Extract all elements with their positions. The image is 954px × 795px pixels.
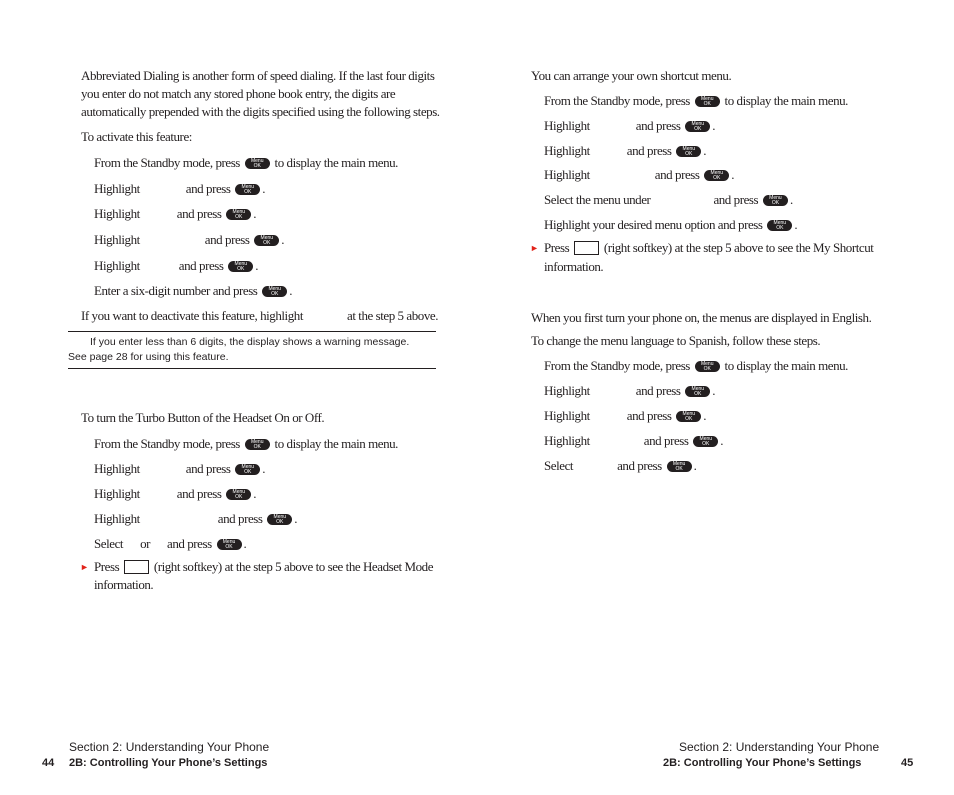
shortcut-step-1 [544, 92, 848, 110]
step-text: . [731, 167, 735, 182]
page-45 [477, 0, 954, 795]
menu-ok-key-icon [267, 514, 292, 525]
menu-ok-key-icon [676, 411, 701, 422]
menu-key-bottom-label: OK [675, 465, 683, 472]
menu-ok-key-icon [693, 436, 718, 447]
step-text: Highlight [544, 433, 590, 448]
step-text: . [253, 206, 257, 221]
step-text: . [289, 283, 293, 298]
note-line-2: See page 28 for using this feature. [68, 351, 229, 363]
step-text: and press [185, 181, 231, 196]
headset-step-1 [94, 435, 398, 453]
step-text: . [703, 408, 707, 423]
menu-key-bottom-label: OK [244, 188, 252, 195]
body-text: at the step 5 above. [347, 308, 438, 323]
language-step-3 [544, 407, 706, 425]
abbrev-intro-line-3: automatically prepended with the digits specified using the following steps. [81, 104, 440, 119]
shortcut-step-5 [544, 191, 793, 209]
menu-key-top-label: Menu [672, 460, 686, 467]
menu-key-bottom-label: OK [685, 150, 693, 157]
abbrev-deactivate [81, 307, 438, 325]
menu-ok-key-icon [685, 121, 710, 132]
step-text: and press [617, 458, 662, 473]
menu-key-bottom-label: OK [235, 493, 243, 500]
menu-key-bottom-label: OK [694, 390, 702, 397]
menu-key-top-label: Menu [699, 435, 713, 442]
step-text: . [794, 217, 798, 232]
menu-key-top-label: Menu [682, 145, 696, 152]
menu-key-top-label: Menu [232, 488, 246, 495]
abbrev-step-4 [94, 231, 284, 249]
menu-key-top-label: Menu [241, 463, 255, 470]
menu-ok-key-icon [695, 96, 720, 107]
footer-section-title: Section 2: Understanding Your Phone [69, 740, 270, 754]
step-text: Highlight [544, 383, 590, 398]
step-text: . [703, 143, 707, 158]
footer-chapter-title: 2B: Controlling Your Phone’s Settings [663, 757, 862, 769]
menu-ok-key-icon [262, 286, 287, 297]
step-text: and press [185, 461, 231, 476]
step-text: and press [176, 206, 222, 221]
menu-ok-key-icon [245, 158, 270, 169]
step-text: . [720, 433, 724, 448]
step-text: Select the menu under [544, 192, 651, 207]
step-text: . [281, 232, 285, 247]
language-step-1 [544, 357, 848, 375]
menu-ok-key-icon [226, 489, 251, 500]
menu-key-top-label: Menu [273, 513, 287, 520]
menu-key-top-label: Menu [691, 385, 705, 392]
headset-step-4 [94, 510, 297, 528]
headset-tip-line-2: information. [94, 577, 154, 592]
step-text: Highlight [544, 408, 590, 423]
language-step-5 [544, 457, 696, 475]
headset-step-3 [94, 485, 256, 503]
menu-key-top-label: Menu [250, 438, 264, 445]
right-softkey-icon [574, 241, 599, 255]
menu-key-top-label: Menu [241, 183, 255, 190]
step-text: . [712, 118, 716, 133]
step-text: Highlight [94, 181, 140, 196]
step-text: Select [544, 458, 574, 473]
step-text: . [255, 258, 259, 273]
menu-ok-key-icon [226, 209, 251, 220]
menu-key-bottom-label: OK [225, 543, 233, 550]
step-text: Highlight [94, 511, 140, 526]
shortcut-tip [544, 239, 873, 257]
step-text: to display the main menu. [274, 436, 398, 451]
triangle-right-icon: ► [80, 562, 89, 572]
step-text: Select [94, 536, 124, 551]
menu-key-bottom-label: OK [276, 518, 284, 525]
menu-key-top-label: Menu [773, 219, 787, 226]
step-text: . [253, 486, 257, 501]
abbrev-step-6 [94, 282, 292, 300]
menu-key-top-label: Menu [691, 120, 705, 127]
menu-ok-key-icon [704, 170, 729, 181]
menu-ok-key-icon [767, 220, 792, 231]
abbrev-step-5 [94, 257, 258, 275]
step-text: Highlight [94, 461, 140, 476]
step-text: and press [176, 486, 222, 501]
menu-key-bottom-label: OK [776, 224, 784, 231]
menu-key-bottom-label: OK [694, 125, 702, 132]
page-number: 44 [42, 757, 55, 769]
menu-ok-key-icon [217, 539, 242, 550]
menu-key-top-label: Menu [222, 538, 236, 545]
menu-key-bottom-label: OK [703, 365, 711, 372]
language-step-2 [544, 382, 715, 400]
step-text: From the Standby mode, press [94, 155, 240, 170]
menu-key-top-label: Menu [710, 169, 724, 176]
language-step-4 [544, 432, 723, 450]
headset-tip [94, 558, 433, 576]
menu-key-bottom-label: OK [237, 265, 245, 272]
step-text: From the Standby mode, press [544, 358, 690, 373]
headset-step-2 [94, 460, 265, 478]
step-text: to display the main menu. [724, 93, 848, 108]
footer-section-title: Section 2: Understanding Your Phone [679, 740, 880, 754]
menu-key-top-label: Menu [250, 157, 264, 164]
menu-key-bottom-label: OK [263, 239, 271, 246]
step-text: and press [713, 192, 759, 207]
step-text: Highlight [94, 232, 140, 247]
menu-key-top-label: Menu [700, 360, 714, 367]
menu-key-bottom-label: OK [235, 213, 243, 220]
language-intro-1: When you first turn your phone on, the menus are displayed in English. [531, 310, 872, 325]
shortcut-tip-line-2: information. [544, 259, 604, 274]
menu-ok-key-icon [254, 235, 279, 246]
tip-text: Press [544, 240, 570, 255]
triangle-right-icon: ► [530, 243, 539, 253]
step-text: . [789, 192, 793, 207]
step-text: . [693, 458, 697, 473]
menu-ok-key-icon [676, 146, 701, 157]
step-text: and press [635, 118, 681, 133]
step-text: . [262, 181, 266, 196]
step-text: . [294, 511, 298, 526]
body-text: If you want to deactivate this feature, highlight [81, 308, 303, 323]
note-line-1: If you enter less than 6 digits, the display shows a warning message. [90, 336, 410, 348]
menu-key-top-label: Menu [769, 194, 782, 201]
menu-key-top-label: Menu [232, 208, 246, 215]
headset-intro: To turn the Turbo Button of the Headset On or Off. [81, 410, 325, 425]
step-text: and press [178, 258, 224, 273]
step-text: . [243, 536, 247, 551]
step-text: . [712, 383, 716, 398]
shortcut-step-6 [544, 216, 797, 234]
menu-key-bottom-label: OK [253, 443, 261, 450]
step-text: to display the main menu. [724, 358, 848, 373]
abbrev-activate-label: To activate this feature: [81, 129, 192, 144]
shortcut-intro: You can arrange your own shortcut menu. [531, 68, 732, 83]
page-number: 45 [901, 757, 914, 769]
abbrev-step-1 [94, 154, 398, 172]
shortcut-step-2 [544, 117, 715, 135]
step-text: and press [643, 433, 689, 448]
menu-ok-key-icon [235, 184, 260, 195]
menu-key-bottom-label: OK [713, 174, 721, 181]
step-text: or [140, 536, 151, 551]
tip-text: (right softkey) at the step 5 above to see the Headset Mode [153, 559, 434, 574]
menu-key-top-label: Menu [260, 234, 274, 241]
step-text: and press [635, 383, 681, 398]
step-text: Highlight [544, 143, 590, 158]
menu-key-bottom-label: OK [253, 162, 261, 169]
abbrev-intro-line-2: you enter do not match any stored phone book entry, the digits are [81, 86, 396, 101]
menu-key-top-label: Menu [234, 260, 248, 267]
abbrev-intro-line-1: Abbreviated Dialing is another form of speed dialing. If the last four digits [81, 68, 435, 83]
step-text: and press [167, 536, 212, 551]
step-text: and press [204, 232, 250, 247]
abbrev-step-3 [94, 205, 256, 223]
footer-chapter-title: 2B: Controlling Your Phone’s Settings [69, 757, 268, 769]
abbrev-step-2 [94, 180, 265, 198]
step-text: and press [626, 408, 672, 423]
menu-ok-key-icon [235, 464, 260, 475]
menu-key-top-label: Menu [700, 95, 714, 102]
menu-ok-key-icon [228, 261, 253, 272]
shortcut-step-3 [544, 142, 706, 160]
menu-ok-key-icon [695, 361, 720, 372]
step-text: Highlight [544, 167, 590, 182]
step-text: and press [217, 511, 263, 526]
tip-text: Press [94, 559, 120, 574]
tip-text: (right softkey) at the step 5 above to see the My Shortcut [603, 240, 874, 255]
step-text: and press [654, 167, 700, 182]
step-text: From the Standby mode, press [544, 93, 690, 108]
menu-ok-key-icon [245, 439, 270, 450]
menu-ok-key-icon [763, 195, 788, 206]
step-text: Enter a six-digit number and press [94, 283, 258, 298]
step-text: and press [626, 143, 672, 158]
step-text: Highlight your desired menu option and press [544, 217, 763, 232]
menu-key-bottom-label: OK [271, 290, 279, 297]
headset-step-5 [94, 535, 246, 553]
language-intro-2: To change the menu language to Spanish, follow these steps. [531, 333, 821, 348]
menu-key-top-label: Menu [268, 285, 281, 292]
menu-ok-key-icon [667, 461, 692, 472]
abbrev-note [68, 331, 436, 369]
menu-ok-key-icon [685, 386, 710, 397]
right-softkey-icon [124, 560, 149, 574]
menu-key-bottom-label: OK [244, 468, 252, 475]
menu-key-top-label: Menu [682, 410, 696, 417]
menu-key-bottom-label: OK [703, 100, 711, 107]
menu-key-bottom-label: OK [685, 415, 693, 422]
step-text: Highlight [94, 206, 140, 221]
step-text: Highlight [94, 486, 140, 501]
menu-key-bottom-label: OK [771, 199, 780, 206]
menu-key-bottom-label: OK [702, 440, 710, 447]
step-text: to display the main menu. [274, 155, 398, 170]
step-text: . [262, 461, 266, 476]
step-text: Highlight [544, 118, 590, 133]
shortcut-step-4 [544, 166, 734, 184]
step-text: Highlight [94, 258, 140, 273]
step-text: From the Standby mode, press [94, 436, 240, 451]
